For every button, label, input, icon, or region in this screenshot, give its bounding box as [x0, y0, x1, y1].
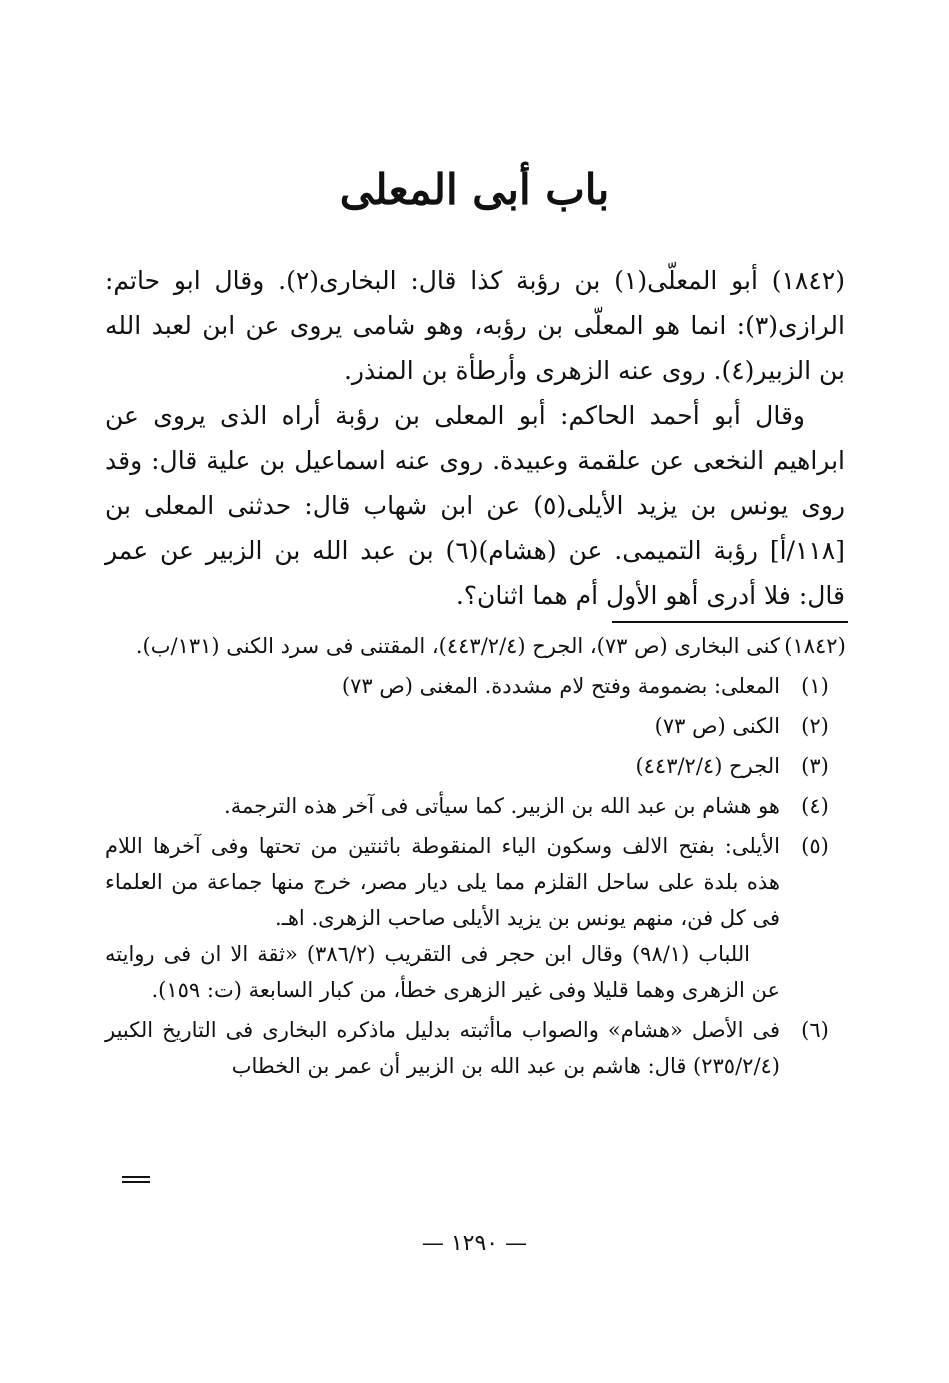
- footnote-item: [105, 668, 850, 704]
- footnote-text: كنى البخارى (ص ٧٣)، الجرح (٤٤٣/٢/٤)، المقتنى فى سرد الكنى (١٣١/ب).: [135, 634, 780, 658]
- paragraph-2: وقال أبو أحمد الحاكم: أبو المعلى بن رؤبة أراه الذى يروى عن ابراهيم النخعى عن علقمة وعبيدة. روى عنه اسماعيل بن علية قال: وقد روى يونس بن يزيد الأيلى(٥) عن ابن شهاب قال: حدثنى المعلى بن [١١٨/أ] رؤبة التميمى. عن (هشام)(٦) بن عبد الله بن الزبير عن عمر قال: فلا أدرى أهو الأول أم هما اثنان؟.: [105, 401, 846, 610]
- footnote-number: (١): [801, 674, 829, 698]
- paragraph-1: (١٨٤٢) أبو المعلّى(١) بن رؤبة كذا قال: البخارى(٢). وقال ابو حاتم: الرازى(٣): انما هو المعلّى بن رؤبه، وهو شامى يروى عن ابن لعبد الله بن الزبير(٤). روى عنه الزهرى وأرطأة بن المنذر.: [105, 266, 845, 385]
- footnote-number: (٥): [801, 834, 829, 858]
- footnote-item: [105, 1012, 850, 1084]
- footnote-number: (١٨٤٢): [784, 634, 846, 658]
- footnote-item: [105, 788, 850, 824]
- footnote-text: الكنى (ص ٧٣): [654, 714, 780, 738]
- footnotes: [105, 628, 850, 1088]
- footnote-number: (٤): [801, 794, 829, 818]
- footnote-number: (٦): [801, 1018, 829, 1042]
- footnote-text: هو هشام بن عبد الله بن الزبير. كما سيأتى فى آخر هذه الترجمة.: [224, 794, 780, 818]
- footnote-item: [105, 628, 850, 664]
- main-text: [105, 258, 845, 618]
- footnote-text: فى الأصل «هشام» والصواب ماأثبته بدليل ماذكره البخارى فى التاريخ الكبير (٢٣٥/٢/٤) قال: هاشم بن عبد الله بن الزبير أن عمر بن الخطاب: [105, 1018, 780, 1078]
- footnote-text: الأيلى: بفتح الالف وسكون الياء المنقوطة باثنتين من تحتها وفى آخرها اللام هذه بلدة على ساحل القلزم مما يلى ديار مصر، خرج منها جماعة من العلماء فى كل فن، منهم يونس بن يزيد الأيلى صاحب الزهرى. اهـ.: [105, 834, 781, 930]
- footnote-item: [105, 748, 850, 784]
- footnote-text: المعلى: بضمومة وفتح لام مشددة. المغنى (ص ٧٣): [341, 674, 780, 698]
- continuation-mark: [122, 1176, 150, 1183]
- footnote-number: (٢): [801, 714, 829, 738]
- footnote-item: [105, 708, 850, 744]
- page-number: — ١٢٩٠ —: [421, 1231, 528, 1256]
- footnote-number: (٣): [801, 754, 829, 778]
- footnote-item: [105, 828, 850, 1008]
- footnote-text-continued: اللباب (٩٨/١) وقال ابن حجر فى التقريب (٣٨٦/٢) «ثقة الا ان فى روايته عن الزهرى وهما قليلا وفى غير الزهرى خطأ، من كبار السابعة (ت: ١٥٩).: [105, 942, 780, 1002]
- footnote-text: الجرح (٤٤٣/٢/٤): [635, 754, 780, 778]
- page-title: باب أبى المعلى: [339, 165, 610, 214]
- footnote-divider: [612, 621, 848, 623]
